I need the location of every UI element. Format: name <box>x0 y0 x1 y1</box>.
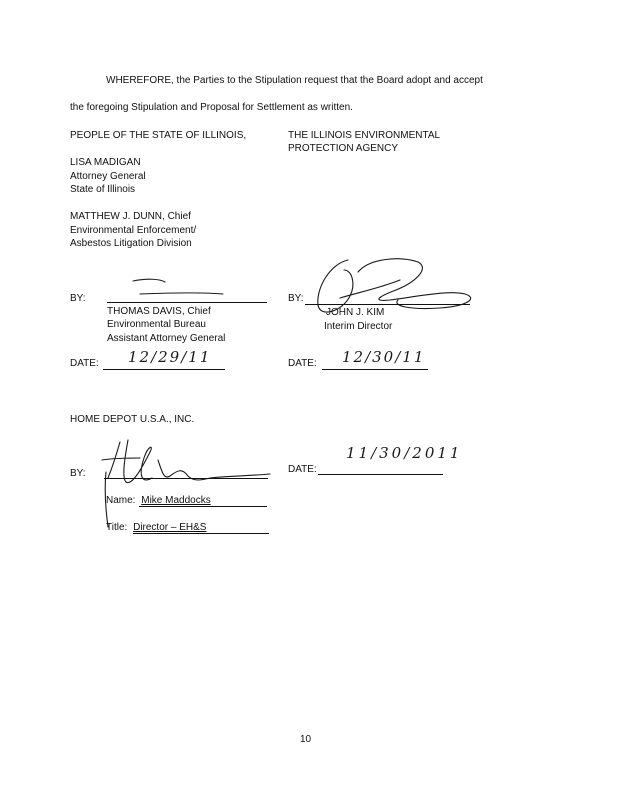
people-date-line <box>103 369 225 370</box>
people-date-value: 12/29/11 <box>128 348 212 366</box>
agency-by-label: BY: <box>288 293 304 304</box>
thomas-davis-role: Assistant Attorney General <box>107 333 226 344</box>
name-value: Mike Maddocks <box>141 495 211 506</box>
agency-heading-line-1: THE ILLINOIS ENVIRONMENTAL <box>288 130 441 141</box>
title-line <box>133 533 269 534</box>
home-depot-date-label: DATE: <box>288 464 317 475</box>
chief-division-line-2: Asbestos Litigation Division <box>70 238 192 249</box>
attorney-general-name: LISA MADIGAN <box>70 157 141 168</box>
title-value: Director – EH&S <box>133 522 207 533</box>
thomas-davis-name: THOMAS DAVIS, Chief <box>107 306 211 317</box>
name-label: Name: <box>106 495 136 506</box>
chief-name: MATTHEW J. DUNN, Chief <box>70 211 191 222</box>
thomas-davis-unit: Environmental Bureau <box>107 319 206 330</box>
attorney-general-state: State of Illinois <box>70 184 136 195</box>
home-depot-date-value: 11/30/2011 <box>346 444 463 462</box>
agency-signature-line <box>305 304 470 305</box>
home-depot-heading: HOME DEPOT U.S.A., INC. <box>70 414 195 425</box>
home-depot-signature-line <box>104 478 268 479</box>
title-label: Title: <box>106 522 128 533</box>
page-number: 10 <box>300 734 312 745</box>
people-date-label: DATE: <box>70 358 99 369</box>
paragraph-line-2: the foregoing Stipulation and Proposal for Settlement as written. <box>70 102 353 113</box>
chief-division-line-1: Environmental Enforcement/ <box>70 225 197 236</box>
people-signature-line <box>107 302 267 303</box>
john-kim-role: Interim Director <box>324 321 393 332</box>
name-line <box>139 506 267 507</box>
paragraph-line-1: WHEREFORE, the Parties to the Stipulation request that the Board adopt and accept <box>106 75 483 86</box>
agency-date-line <box>322 369 428 370</box>
thomas-davis-signature <box>105 275 255 305</box>
people-by-label: BY: <box>70 293 86 304</box>
people-heading: PEOPLE OF THE STATE OF ILLINOIS, <box>70 130 247 141</box>
attorney-general-title: Attorney General <box>70 171 146 182</box>
agency-heading-line-2: PROTECTION AGENCY <box>288 143 399 154</box>
agency-date-value: 12/30/11 <box>342 348 426 366</box>
john-kim-name: JOHN J. KIM <box>326 307 385 318</box>
home-depot-by-label: BY: <box>70 468 86 479</box>
agency-date-label: DATE: <box>288 358 317 369</box>
home-depot-date-line <box>318 474 443 475</box>
